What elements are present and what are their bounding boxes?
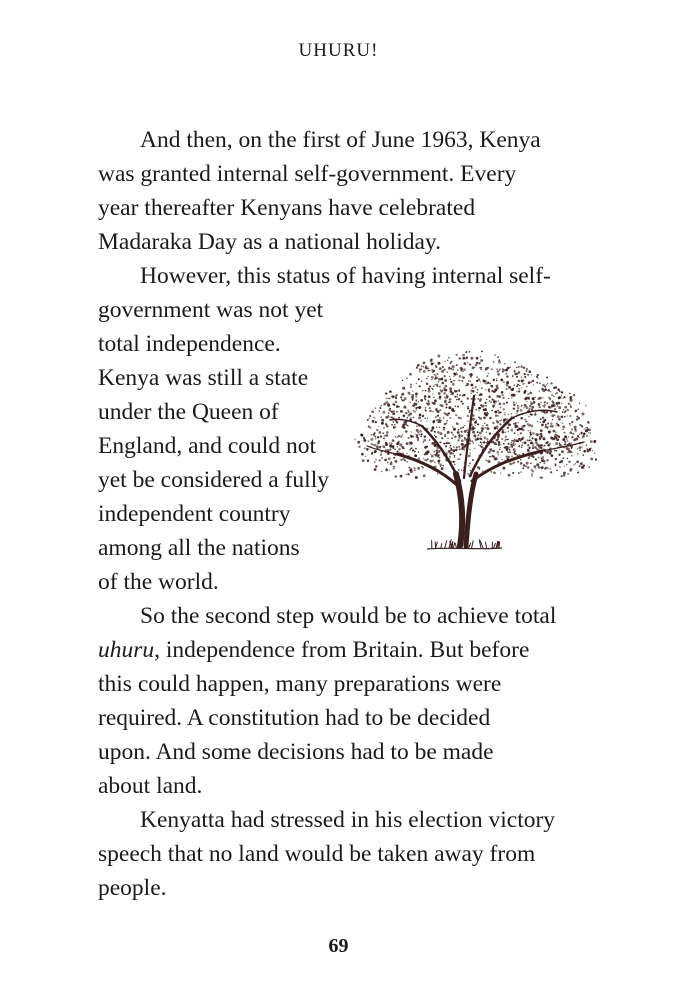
text-line: this could happen, many preparations were	[98, 671, 502, 697]
text-line: Madaraka Day as a national holiday.	[98, 229, 442, 255]
text-line	[98, 633, 529, 667]
text-line: was granted internal self-government. Every	[98, 161, 517, 187]
text-line: of the world.	[98, 569, 219, 595]
text-line: yet be considered a fully	[98, 467, 329, 493]
text-line: Kenya was still a state	[98, 365, 309, 391]
text-line: speech that no land would be taken away from	[98, 841, 536, 867]
text-line: England, and could not	[98, 433, 316, 459]
italic-term: uhuru	[98, 637, 155, 663]
tree-trunk	[367, 396, 584, 546]
text-line: about land.	[98, 773, 203, 799]
text-line: year thereafter Kenyans have celebrated	[98, 195, 476, 221]
text-line: total independence.	[98, 331, 281, 357]
running-head: UHURU!	[298, 40, 379, 61]
text-line: However, this status of having internal self-	[140, 263, 551, 289]
text-line: people.	[98, 875, 167, 901]
text-line: Kenyatta had stressed in his election victory	[140, 807, 556, 833]
page-number: 69	[328, 935, 349, 957]
text-line: required. A constitution had to be decided	[98, 705, 491, 731]
text-line: among all the nations	[98, 535, 300, 561]
text-line: under the Queen of	[98, 399, 279, 425]
tree-canopy	[354, 351, 597, 479]
text-span: , independence from Britain. But before	[154, 637, 530, 663]
text-line: government was not yet	[98, 297, 324, 323]
text-line: independent country	[98, 501, 291, 527]
text-line: And then, on the first of June 1963, Kenya	[140, 127, 541, 153]
tree-illustration	[352, 346, 602, 558]
text-line: upon. And some decisions had to be made	[98, 739, 494, 765]
text-line: So the second step would be to achieve total	[140, 603, 557, 629]
